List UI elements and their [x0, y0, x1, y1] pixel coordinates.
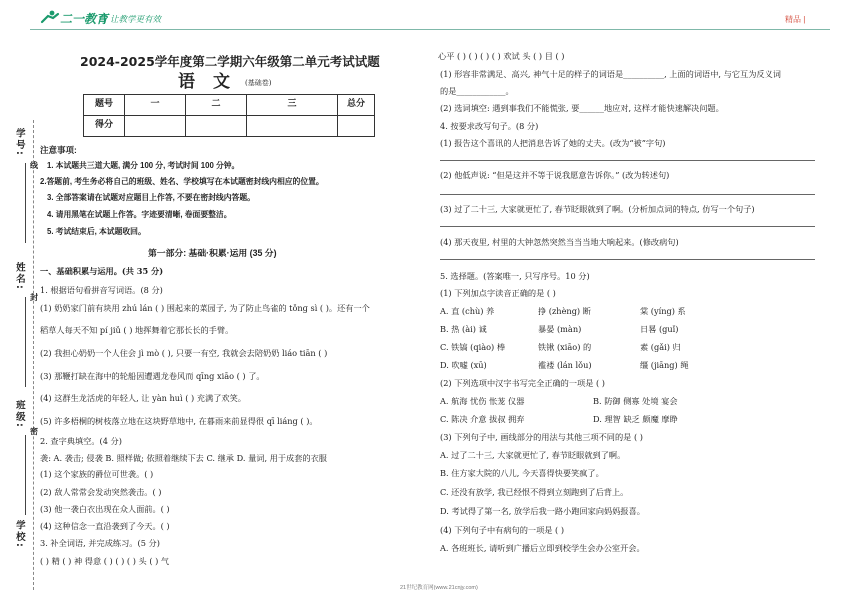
seal-mark-secret: 密 [30, 426, 38, 436]
q2-title: 2. 查字典填空。(4 分) [40, 436, 122, 446]
q5-sub: (3) 下列句子中, 画线部分的用法与其他三项不同的是 ( ) [440, 432, 643, 442]
option: A. 过了二十三, 大家就更忙了, 春节眨眼就到了啊。 [440, 450, 626, 460]
logo-icon [40, 10, 60, 24]
part1-title: 第一部分: 基础·积累·运用 (35 分) [148, 248, 277, 258]
q4-line: (4) 那天夜里, 村里的大钟忽然突然当当当地大响起来。(修改病句) [440, 237, 679, 247]
q1-title: 1. 根据语句看拼音写词语。(8 分) [40, 285, 163, 295]
option: B. 防御 侧寡 处境 宴会 [593, 396, 678, 406]
seal-line [33, 120, 34, 590]
score-cell[interactable] [338, 116, 375, 137]
q5-sub: (4) 下列句子中有病句的一项是 ( ) [440, 525, 565, 535]
q2-line: (2) 敌人常常会发动突然袭击。( ) [40, 487, 162, 497]
footer-watermark: 21世纪教育网(www.21cnjy.com) [400, 585, 478, 591]
subject-title: 语文 [178, 72, 248, 92]
q5-sub: (2) 下列选项中汉字书写完全正确的一项是 ( ) [440, 378, 605, 388]
q5-title: 5. 选择题。(答案唯一, 只写序号。10 分) [440, 271, 590, 281]
note-item: 1. 本试题共三道大题, 满分 100 分, 考试时间 100 分钟。 [47, 161, 240, 170]
section1-title: 一、基础积累与运用。(共 35 分) [40, 266, 164, 276]
option: C. 铁镐 (qiào) 棒 [440, 342, 506, 352]
option: C. 陈决 介意 拔叔 拥弃 [440, 414, 525, 424]
q1-line: (5) 许多梧桐的树枝落立地在这块野草地中, 在暮雨来前显得很 qī liáng ( )。 [40, 416, 318, 426]
option: 挣 (zhèng) 断 [538, 306, 591, 316]
score-header-2: 二 [186, 95, 247, 116]
q3-sub: (1) 形容非常满足、高兴, 神气十足的样子的词语是__________, 上面的词语中, 与它互为反义词 [440, 69, 781, 79]
q4-line: (3) 过了二十三, 大家就更忙了, 春节眨眼就到了啊。(分析加点词的特点, 仿写一个句子) [440, 204, 755, 214]
side-name: 姓名: [13, 262, 25, 291]
option: 铁锹 (xiāo) 的 [538, 342, 592, 352]
option: 棠 (yíng) 系 [640, 306, 686, 316]
score-header-1: 一 [125, 95, 186, 116]
note-item: 3. 全部答案请在试题对应题目上作答, 不要在密封线内答题。 [47, 193, 255, 202]
q3-sub: (2) 选词填空: 遇到事我们不能慌张, 要______地应对, 这样才能快速解决问题。 [440, 103, 724, 113]
exam-title: 2024-2025学年度第二学期六年级第二单元考试试题 [80, 54, 380, 69]
option: A. 各班班长, 请听到广播后立即到校学生会办公室开会。 [440, 543, 645, 553]
side-line [25, 297, 26, 387]
side-class: 班级: [13, 400, 25, 429]
q2-line: (3) 他一袭白衣出现在众人面前。( ) [40, 504, 170, 514]
score-cell[interactable] [247, 116, 338, 137]
side-line [25, 163, 26, 243]
q1-line: (4) 这群生龙活虎的年轻人, 让 yàn huì ( ) 充满了欢笑。 [40, 393, 246, 403]
q1-line: (2) 我担心奶奶一个人住会 jì mò ( ), 只要一有空, 我就会去陪奶奶 liáo tiān ( ) [40, 348, 328, 358]
score-row-label: 得分 [84, 116, 125, 137]
premium-tag: 精品 | [785, 15, 806, 24]
option: 缰 (jiāng) 绳 [640, 360, 689, 370]
q3-title: 3. 补全词语, 并完成练习。(5 分) [40, 538, 160, 548]
q1-line: (3) 那鞭打缺在海中的轮船因遭遇龙卷风而 qīng xiāo ( ) 了。 [40, 371, 265, 381]
q3-line: ( ) 精 ( ) 神 得意 ( ) ( ) ( ) 头 ( ) 气 [40, 556, 170, 566]
q4-line: (1) 报告这个喜讯的人把消息告诉了她的丈夫。(改为“被”字句) [440, 138, 666, 148]
q2-line: (1) 这个家族的爵位可世袭。( ) [40, 469, 154, 479]
option: D. 考试得了第一名, 放学后我一路小跑回家向妈妈报喜。 [440, 506, 645, 516]
side-line [25, 435, 26, 515]
slogan: 让教学更有效 [110, 14, 162, 24]
option: B. 住方家大院的八儿, 今天喜得快要笑疯了。 [440, 468, 604, 478]
q2-line: (4) 这种信念一直沿袭到了今天。( ) [40, 521, 170, 531]
option: C. 还没有放学, 我已经恨不得到立刻跑到了后背上。 [440, 487, 629, 497]
option: 素 (gǎi) 归 [640, 342, 681, 352]
score-header-total: 总分 [338, 95, 375, 116]
option: A. 航海 忧伤 怅茏 仪器 [440, 396, 525, 406]
notes-title: 注意事项: [40, 145, 77, 155]
logo-text: 二一教育 [60, 12, 109, 26]
q1-line: 稻草人每天不知 pí jiǔ ( ) 地挥舞着它那长长的手臂。 [40, 325, 234, 335]
option: 褴褛 (lán lǒu) [538, 360, 592, 370]
q1-line: (1) 奶奶家门前有块用 zhú lán ( ) 围起来的菜园子, 为了防止鸟雀的 tǒnɡ sì ( )。还有一个 [40, 303, 370, 313]
note-item: 4. 请用黑笔在试题上作答。字迹要清晰, 卷面要整洁。 [47, 210, 232, 219]
score-header-number: 题号 [84, 95, 125, 116]
seal-mark-seal: 封 [30, 292, 38, 302]
side-student-id: 学号: [13, 128, 25, 157]
q5-sub: (1) 下列加点字读音正确的是 ( ) [440, 288, 556, 298]
score-cell[interactable] [125, 116, 186, 137]
q2-hint: 袭: A. 袭击; 侵袭 B. 照样做; 依照着继续下去 C. 继承 D. 量词, 用于成套的衣服 [40, 453, 327, 463]
level-label: (基础卷) [245, 79, 272, 87]
header-rule [30, 29, 830, 30]
option: D. 吹嘘 (xū) [440, 360, 487, 370]
answer-line[interactable] [440, 226, 815, 227]
idiom-line: 心平 ( ) ( ) ( ) ( ) 欢试 头 ( ) 目 ( ) [438, 51, 565, 61]
score-table [83, 94, 375, 137]
logo-divider [104, 13, 105, 24]
side-school: 学校: [13, 520, 25, 549]
note-item: 5. 考试结束后, 本试题收回。 [47, 227, 146, 236]
note-item: 2.答题前, 考生务必将自己的班级、姓名、学校填写在本试题密封线内相应的位置。 [40, 177, 324, 186]
score-cell[interactable] [186, 116, 247, 137]
option: B. 热 (ài) 诚 [440, 324, 487, 334]
option: A. 直 (chù) 养 [440, 306, 495, 316]
option: D. 理智 缺乏 颇魔 摩睁 [593, 414, 678, 424]
answer-line[interactable] [440, 194, 815, 195]
q3-sub: 的是____________。 [440, 86, 514, 96]
answer-line[interactable] [440, 259, 815, 260]
q4-title: 4. 按要求改写句子。(8 分) [440, 121, 539, 131]
q4-line: (2) 他低声说: “但是这并不等于说我愿意告诉你。” (改为转述句) [440, 170, 670, 180]
answer-line[interactable] [440, 160, 815, 161]
option: 暴晏 (màn) [538, 324, 582, 334]
score-header-3: 三 [247, 95, 338, 116]
seal-mark-line: 线 [30, 160, 38, 170]
option: 日晷 (guǐ) [640, 324, 679, 334]
